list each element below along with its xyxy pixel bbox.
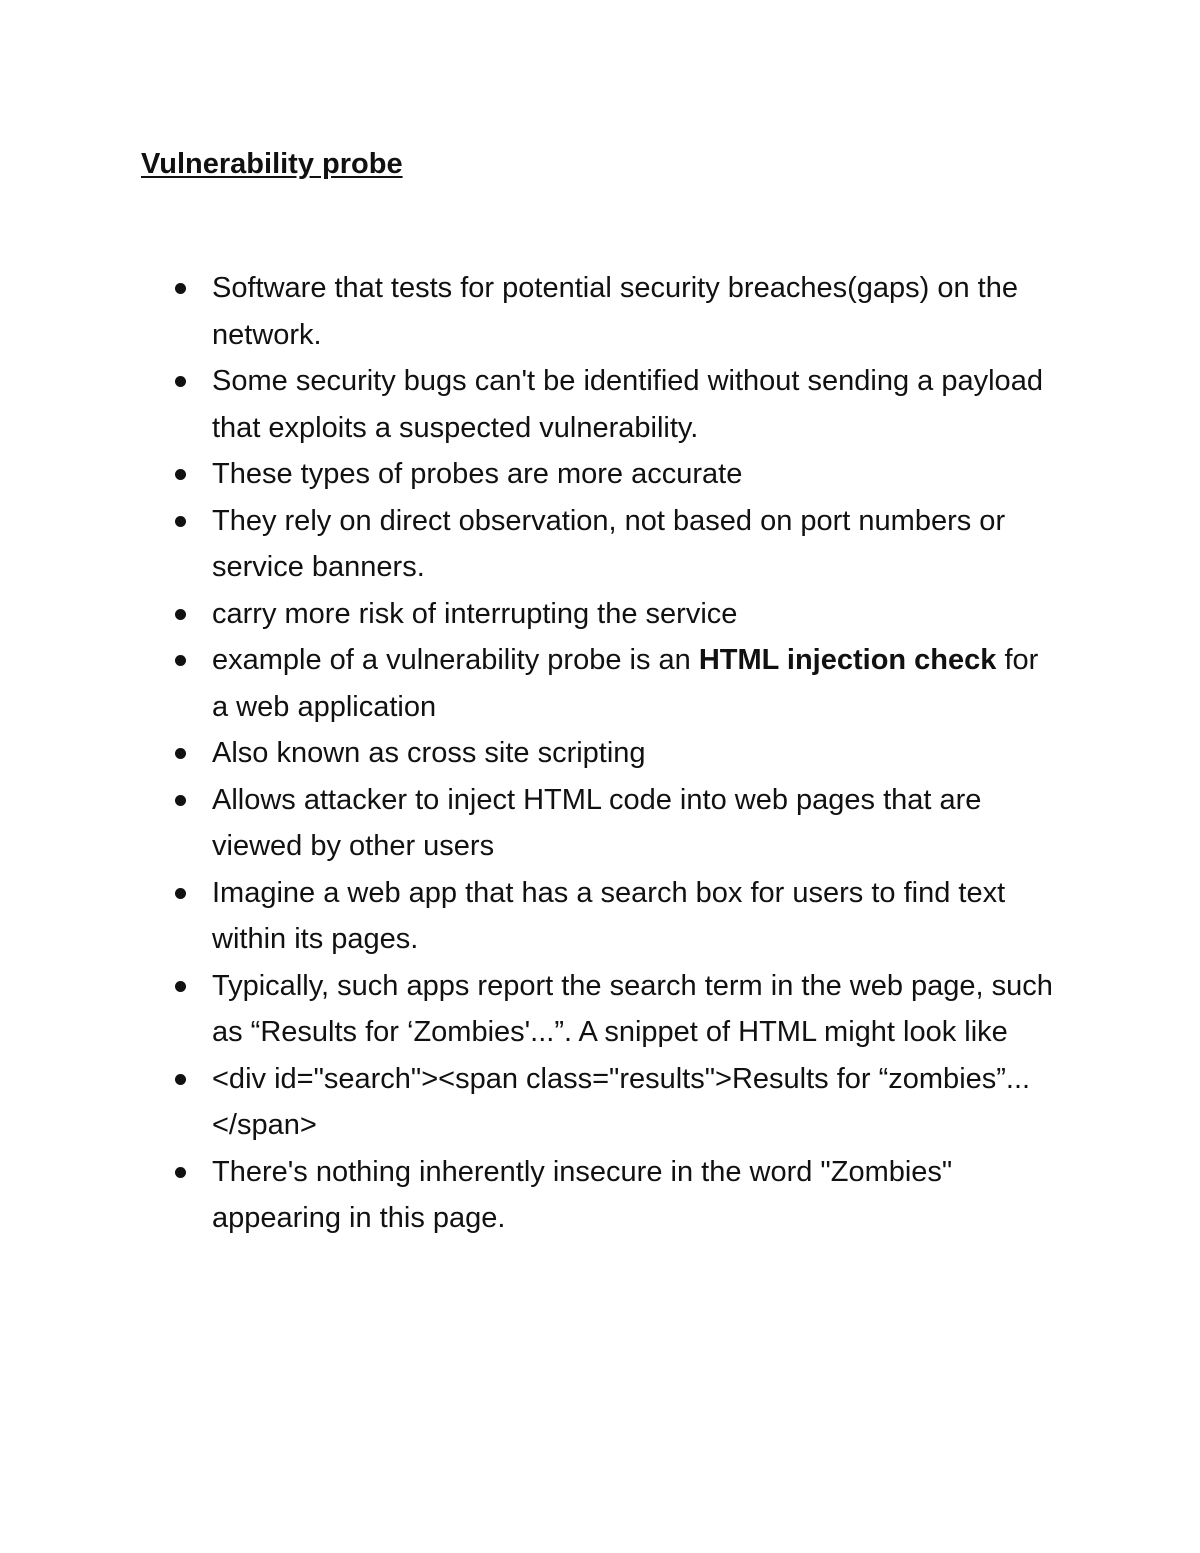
bullet-icon xyxy=(175,655,186,666)
bullet-icon xyxy=(175,283,186,294)
bullet-icon xyxy=(175,748,186,759)
bullet-icon xyxy=(175,516,186,527)
bullet-text: Some security bugs can't be identified without sending a payload that exploits a suspected vulnerability. xyxy=(212,365,1043,444)
list-item xyxy=(0,870,1062,963)
bullet-text: There's nothing inherently insecure in the word "Zombies" appearing in this page. xyxy=(212,1155,953,1234)
list-item xyxy=(0,637,1062,730)
bullet-text: Allows attacker to inject HTML code into web pages that are viewed by other users xyxy=(212,783,982,862)
bullet-text: <div id="search"><span class="results">Results for “zombies”... </span> xyxy=(212,1062,1031,1141)
bullet-icon xyxy=(175,1074,186,1085)
bullet-text: carry more risk of interrupting the service xyxy=(212,597,738,630)
bullet-text: Software that tests for potential security breaches(gaps) on the network. xyxy=(212,272,1018,351)
bullet-text-before: example of a vulnerability probe is an xyxy=(212,644,699,676)
bullet-text: They rely on direct observation, not based on port numbers or service banners. xyxy=(212,504,1006,583)
bullet-text: Typically, such apps report the search term in the web page, such as “Results for ‘Zombies'...”. A snippet of HTML might look like xyxy=(212,969,1053,1048)
bullet-icon xyxy=(175,888,186,899)
bullet-icon xyxy=(175,981,186,992)
page-title: Vulnerability probe xyxy=(141,148,403,180)
bullet-text: These types of probes are more accurate xyxy=(212,458,743,490)
bold-term: HTML injection check xyxy=(698,644,997,676)
bullet-icon xyxy=(175,609,186,620)
bullet-icon xyxy=(175,1167,186,1178)
list-item xyxy=(0,358,1062,451)
list-item xyxy=(0,265,1062,358)
bullet-text xyxy=(212,644,1038,723)
list-item xyxy=(0,1056,1062,1149)
list-item xyxy=(0,451,1062,498)
list-item xyxy=(0,498,1062,591)
bullet-icon xyxy=(175,469,186,480)
list-item xyxy=(0,777,1062,870)
list-item xyxy=(0,1149,1062,1242)
bullet-text-after: for a web application xyxy=(212,644,1039,723)
bullet-text: Imagine a web app that has a search box for users to find text within its pages. xyxy=(212,876,1006,955)
list-item xyxy=(0,963,1062,1056)
bullet-text: Also known as cross site scripting xyxy=(212,737,646,769)
bullet-icon xyxy=(175,376,186,387)
bullet-list xyxy=(0,265,1200,1242)
list-item xyxy=(0,730,1062,777)
bullet-icon xyxy=(175,795,186,806)
list-item xyxy=(0,591,1062,638)
